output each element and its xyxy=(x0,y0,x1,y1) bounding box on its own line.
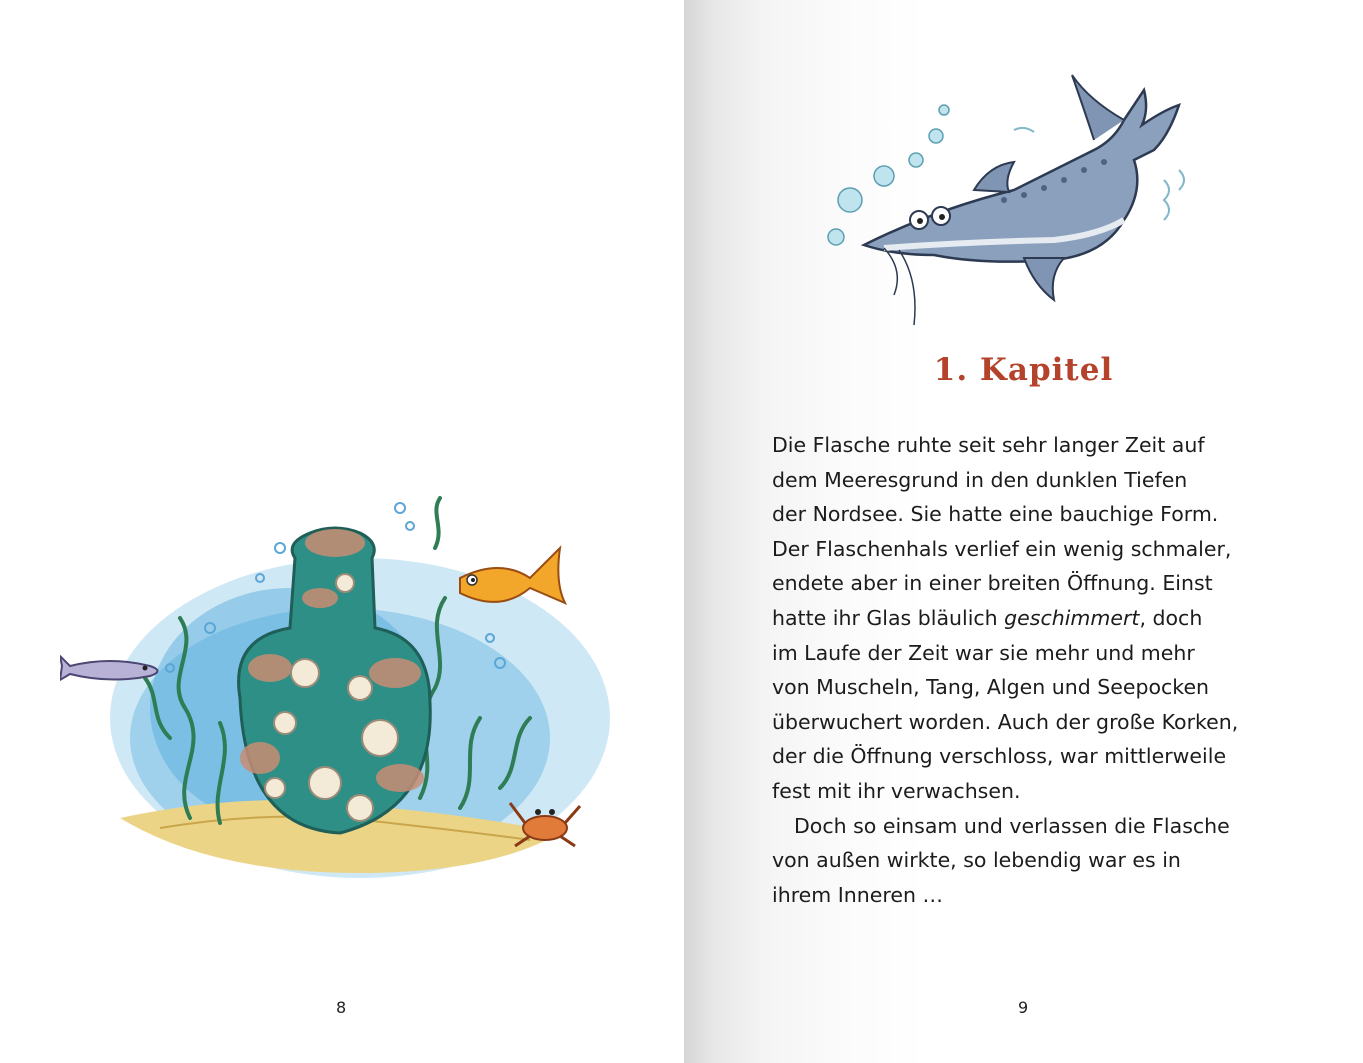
text-line: überwuchert worden. Auch der große Korken, xyxy=(772,709,1239,734)
text-line: fest mit ihr verwachsen. xyxy=(772,778,1021,803)
text-line: der Nordsee. Sie hatte eine bauchige Form. xyxy=(772,502,1219,527)
bottle-on-seabed-illustration xyxy=(60,488,620,888)
page-number: 9 xyxy=(1018,998,1029,1017)
page-number: 8 xyxy=(336,998,347,1017)
text-line: ihrem Inneren … xyxy=(772,882,944,907)
text-line: der die Öffnung verschloss, war mittlerweile xyxy=(772,744,1227,769)
text-line: Der Flaschenhals verlief ein wenig schmaler, xyxy=(772,536,1232,561)
sturgeon-illustration xyxy=(824,70,1244,335)
text-line: im Laufe der Zeit war sie mehr und mehr xyxy=(772,640,1195,665)
text-line: von außen wirkte, so lebendig war es in xyxy=(772,848,1181,873)
text-line: Doch so einsam und verlassen die Flasche xyxy=(794,813,1230,838)
text-line: endete aber in einer breiten Öffnung. Einst xyxy=(772,571,1213,596)
chapter-text xyxy=(772,428,1332,912)
chapter-title: 1. Kapitel xyxy=(933,352,1114,388)
text-segment: hatte ihr Glas bläulich xyxy=(772,605,1005,630)
text-segment: , doch xyxy=(1139,605,1203,630)
right-page xyxy=(684,0,1363,1063)
text-line xyxy=(772,601,1332,636)
text-line: Die Flasche ruhte seit sehr langer Zeit auf xyxy=(772,433,1205,457)
emphasized-word: geschimmert xyxy=(1004,605,1140,630)
text-line: von Muscheln, Tang, Algen und Seepocken xyxy=(772,675,1210,700)
text-line: dem Meeresgrund in den dunklen Tiefen xyxy=(772,467,1188,492)
